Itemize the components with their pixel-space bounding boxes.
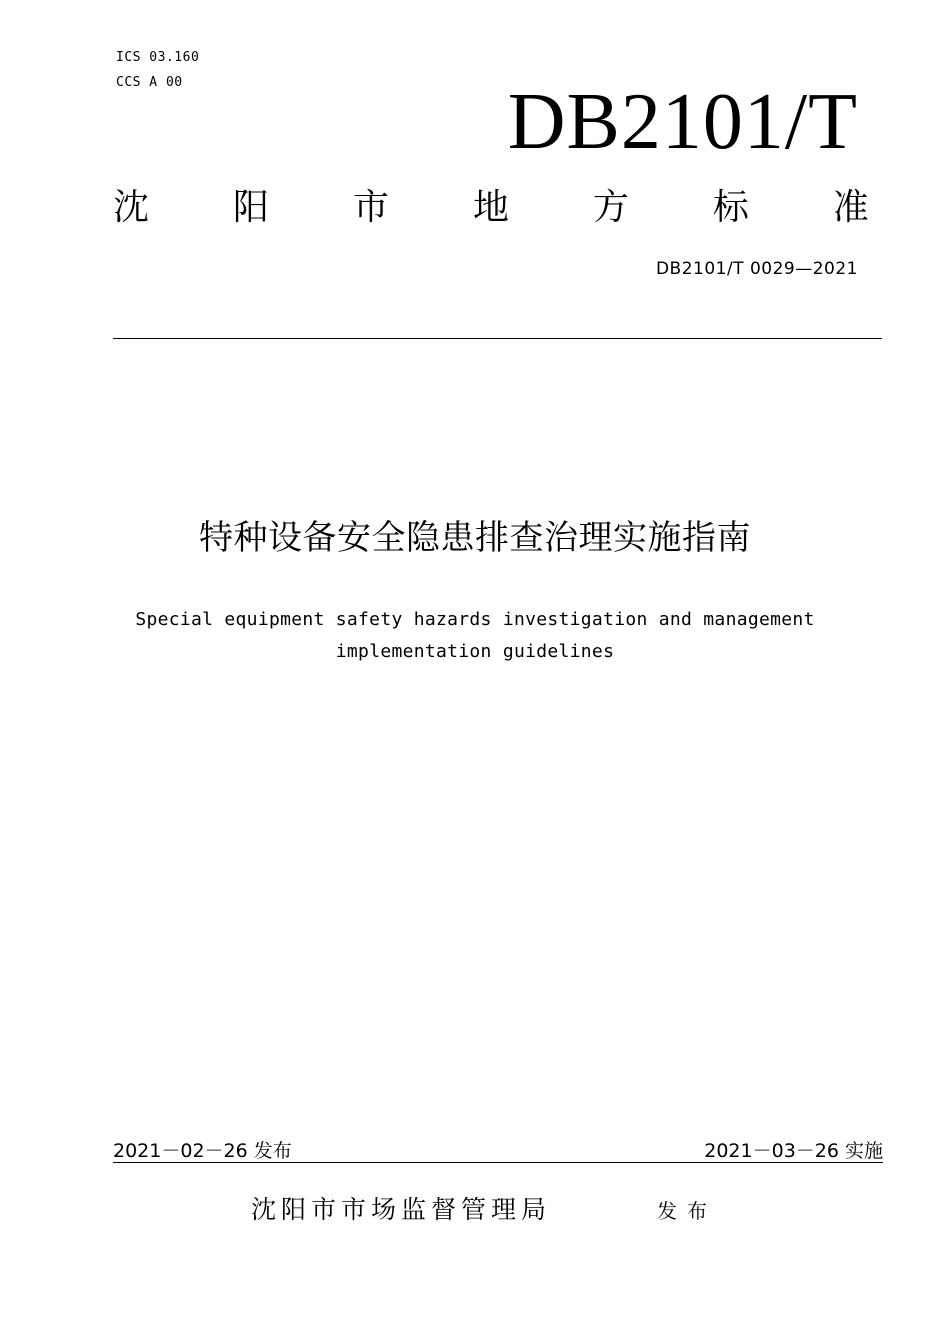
standard-level — [113, 184, 869, 232]
document-title-english-line-2: implementation guidelines — [335, 641, 615, 662]
document-title-english — [0, 604, 950, 668]
ics-code: ICS 03.160 — [116, 50, 200, 65]
standard-level-char: 准 — [832, 187, 869, 228]
standard-level-char: 阳 — [232, 187, 269, 228]
standard-level-char: 方 — [592, 187, 629, 228]
standard-level-char: 地 — [472, 187, 509, 228]
document-title-chinese: 特种设备安全隐患排查治理实施指南 — [199, 518, 751, 558]
top-divider — [113, 338, 882, 339]
issuing-action: 发布 — [657, 1199, 717, 1223]
document-title-english-line-1: Special equipment safety hazards investigation and management — [135, 609, 815, 630]
standard-number: DB2101/T 0029—2021 — [655, 259, 858, 279]
issuing-authority: 沈阳市市场监督管理局 — [251, 1195, 552, 1224]
ccs-code: CCS A 00 — [116, 75, 183, 90]
issue-date: 2021－02－26 发布 — [113, 1140, 292, 1162]
standard-code-prefix: DB2101/T — [507, 78, 858, 166]
standard-level-char: 市 — [352, 187, 389, 228]
bottom-divider — [113, 1162, 883, 1163]
standard-level-char: 沈 — [113, 187, 150, 228]
standard-level-char: 标 — [712, 187, 749, 228]
implementation-date: 2021－03－26 实施 — [704, 1140, 883, 1162]
